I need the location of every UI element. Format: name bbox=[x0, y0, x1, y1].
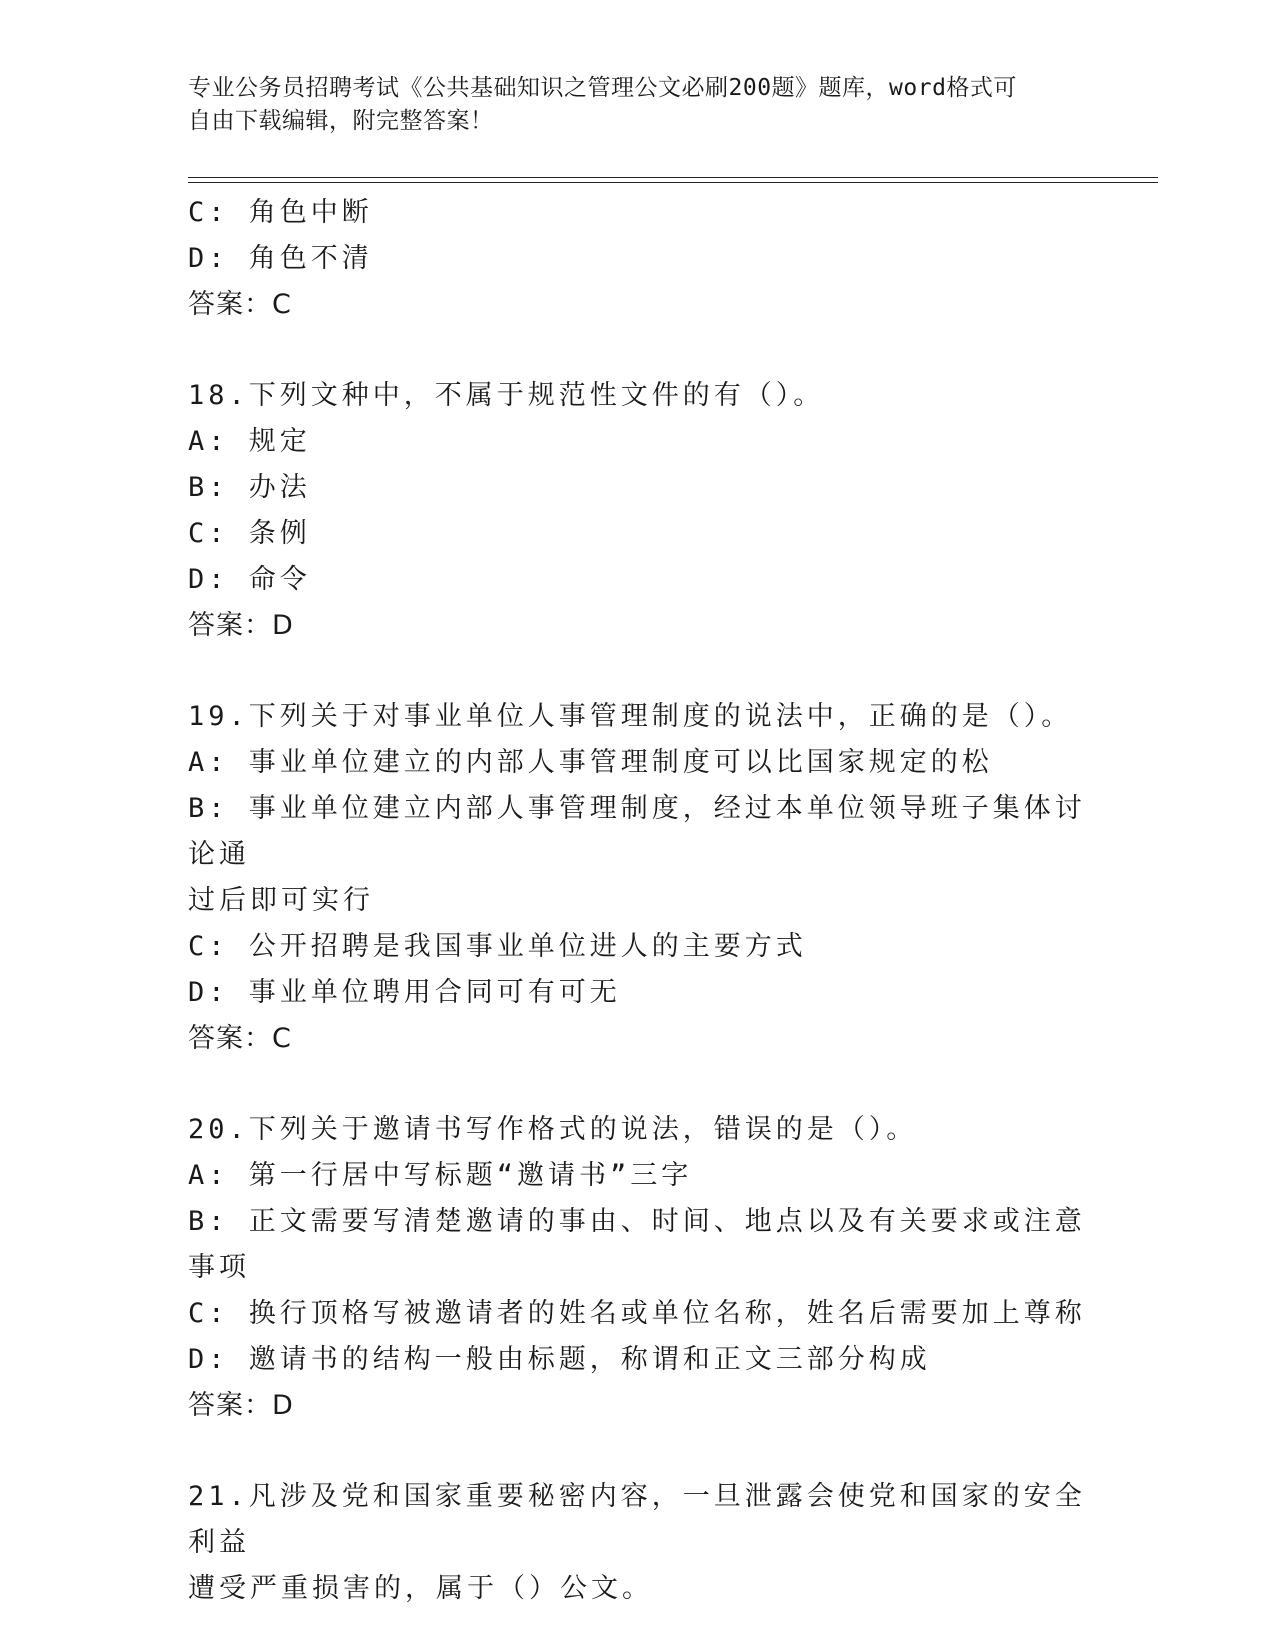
question-20 bbox=[188, 1107, 1088, 1429]
option-c: C: 公开招聘是我国事业单位进人的主要方式 bbox=[188, 931, 807, 962]
option-b: B: 办法 bbox=[188, 472, 311, 503]
option-d: D: 事业单位聘用合同可有可无 bbox=[188, 977, 621, 1008]
option-d: D: 邀请书的结构一般由标题，称谓和正文三部分构成 bbox=[188, 1344, 931, 1375]
option-b-line-1: B: 事业单位建立内部人事管理制度，经过本单位领导班子集体讨论通 bbox=[188, 793, 1086, 870]
option-b: B: 正文需要写清楚邀请的事由、时间、地点以及有关要求或注意事项 bbox=[188, 1206, 1086, 1283]
question-17 bbox=[188, 190, 1088, 328]
question-text-line-1: 21.凡涉及党和国家重要秘密内容，一旦泄露会使党和国家的安全利益 bbox=[188, 1481, 1086, 1558]
header-rule-top bbox=[188, 177, 1158, 178]
question-text: 20.下列关于邀请书写作格式的说法，错误的是（）。 bbox=[188, 1114, 918, 1145]
question-list bbox=[188, 190, 1088, 1612]
header-line-1: 专业公务员招聘考试《公共基础知识之管理公文必刷200题》题库，word格式可 bbox=[188, 75, 1017, 101]
option-d: D: 命令 bbox=[188, 564, 311, 595]
option-c: C: 换行顶格写被邀请者的姓名或单位名称，姓名后需要加上尊称 bbox=[188, 1298, 1086, 1329]
option-a: A: 事业单位建立的内部人事管理制度可以比国家规定的松 bbox=[188, 747, 993, 778]
option-d: D: 角色不清 bbox=[188, 243, 373, 274]
answer: 答案：D bbox=[188, 610, 294, 641]
option-c: C: 条例 bbox=[188, 518, 311, 549]
question-text-line-2: 遭受严重损害的，属于（）公文。 bbox=[188, 1573, 653, 1604]
document-header bbox=[188, 72, 1068, 138]
option-c: C: 角色中断 bbox=[188, 197, 373, 228]
question-21 bbox=[188, 1474, 1088, 1612]
answer: 答案：C bbox=[188, 289, 292, 320]
header-line-2: 自由下载编辑，附完整答案！ bbox=[188, 108, 494, 134]
option-b-line-2: 过后即可实行 bbox=[188, 885, 374, 916]
answer: 答案：C bbox=[188, 1023, 292, 1054]
option-a: A: 规定 bbox=[188, 426, 311, 457]
question-text: 19.下列关于对事业单位人事管理制度的说法中，正确的是（）。 bbox=[188, 701, 1073, 732]
question-18 bbox=[188, 373, 1088, 649]
option-a: A: 第一行居中写标题“邀请书”三字 bbox=[188, 1160, 693, 1191]
question-text: 18.下列文种中，不属于规范性文件的有（）。 bbox=[188, 380, 825, 411]
answer: 答案：D bbox=[188, 1390, 294, 1421]
question-19 bbox=[188, 694, 1088, 1062]
header-rule-bottom bbox=[188, 182, 1158, 183]
